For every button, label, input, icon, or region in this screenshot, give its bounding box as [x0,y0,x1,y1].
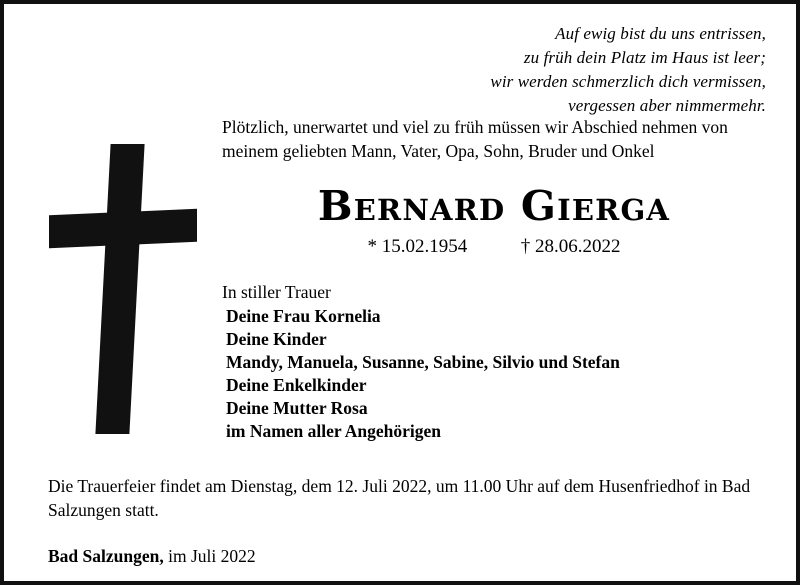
cross-vertical-bar [95,144,144,434]
cross-horizontal-bar [49,209,197,248]
verse-line-1: Auf ewig bist du uns entrissen, [555,24,766,43]
list-item: Deine Kinder [226,328,327,349]
life-dates [222,236,766,258]
verse-line-2: zu früh dein Platz im Haus ist leer; [523,48,766,68]
deceased-name: Bernard Gierga [317,181,671,230]
list-item: Mandy, Manuela, Susanne, Sabine, Silvio und Stefan [226,351,620,372]
obituary-footer [48,474,766,567]
verse-line-3: wir werden schmerzlich dich vermissen, [490,72,766,92]
verse-line-4: vergessen aber nimmermehr. [568,96,766,116]
list-item: Deine Mutter Rosa [226,397,368,418]
place-date: im Juli 2022 [163,546,256,566]
obituary-body [222,116,766,443]
place-city: Bad Salzungen, [48,546,164,566]
place-and-date [48,546,766,567]
list-item: im Namen aller Angehörigen [226,421,442,442]
cross-icon [46,144,206,444]
obituary-inner [4,4,796,581]
list-item: Deine Enkelkinder [226,374,367,395]
death-date: † 28.06.2022 [520,235,621,257]
mourning-label: In stiller Trauer [222,281,331,302]
memorial-verse [30,22,766,119]
mourners-list [222,305,766,444]
funeral-service-text: Die Trauerfeier findet am Dienstag, dem 12. Juli 2022, um 11.00 Uhr auf dem Husenfriedhof in Bad Salzungen statt. [48,475,751,520]
list-item: Deine Frau Kornelia [226,305,381,326]
birth-date: * 15.02.1954 [367,235,468,257]
intro-text: Plötzlich, unerwartet und viel zu früh müssen wir Abschied nehmen von meinem geliebten Mann, Vater, Opa, Sohn, Bruder und Onkel [222,117,728,161]
